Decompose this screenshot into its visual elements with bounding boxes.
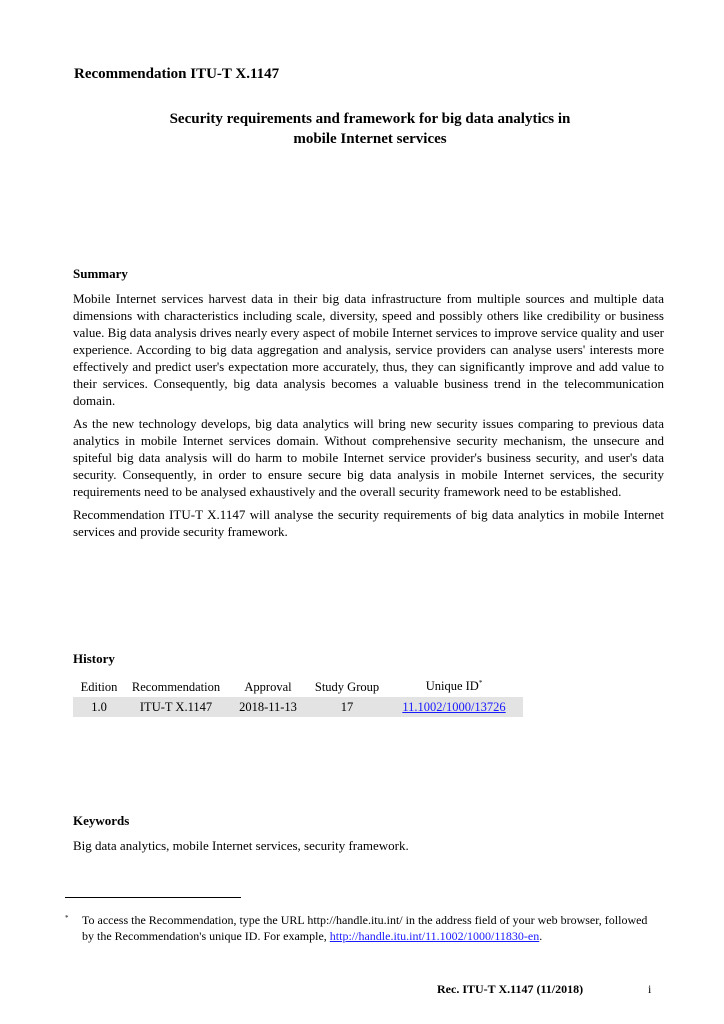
recommendation-heading: Recommendation ITU-T X.1147 bbox=[74, 66, 280, 82]
summary-paragraph: As the new technology develops, big data analytics will bring new security issues comparing to previous data analytics in mobile Internet services domain. Without comprehensive security mechanism, the unsecure and spiteful big data analysis will do harm to mobile Internet service provider's business security, and user's data security. Consequently, in order to ensure secure big data analysis in mobile Internet services, the security requirements need to be analysed exhaustively and the overall security framework need to be established. bbox=[73, 416, 664, 499]
summary-paragraph: Recommendation ITU-T X.1147 will analyse the security requirements of big data analytics in mobile Internet services and provide security framework. bbox=[73, 507, 664, 539]
document-title bbox=[0, 109, 724, 149]
col-header-approval: Approval bbox=[244, 679, 292, 694]
footnote-ref: * bbox=[478, 679, 483, 688]
summary-heading: Summary bbox=[73, 266, 128, 281]
footnote-divider bbox=[65, 897, 241, 898]
footnote-link[interactable]: http://handle.itu.int/11.1002/1000/11830-en bbox=[329, 929, 540, 943]
col-header-study-group: Study Group bbox=[314, 679, 380, 694]
summary-body bbox=[73, 290, 664, 546]
page-number: i bbox=[648, 982, 652, 996]
summary-paragraph: Mobile Internet services harvest data in their big data infrastructure from multiple sources and multiple data dimensions with characteristics including scale, diversity, speed and possibly others like credibility or business value. Big data analysis drives nearly every aspect of mobile Internet services to improve service quality and user experience. According to big data aggregation and analysis, service providers can analyse users' interests more effectively and predict user's expectation more accurately, thus, they can significantly improve and add value to their services. Consequently, big data analysis becomes a valuable business trend in the telecommunication domain. bbox=[73, 291, 664, 408]
unique-id-label: Unique ID bbox=[425, 679, 479, 694]
history-table bbox=[73, 677, 523, 717]
keywords-heading: Keywords bbox=[73, 813, 130, 828]
title-line-1: Security requirements and framework for big data analytics in bbox=[169, 111, 571, 127]
footnote-end: . bbox=[539, 929, 543, 943]
keywords-text: Big data analytics, mobile Internet services, security framework. bbox=[73, 838, 409, 853]
col-header-edition: Edition bbox=[80, 679, 118, 694]
footnote-body bbox=[82, 912, 660, 944]
unique-id-link[interactable]: 11.1002/1000/13726 bbox=[402, 699, 506, 714]
footnote-mark: * bbox=[65, 914, 69, 922]
footnote-text: To access the Recommendation, type the URL http://handle.itu.int/ in the address field of your web browser, followed by the Recommendation's unique ID. For example, bbox=[82, 913, 648, 943]
cell-study-group: 17 bbox=[309, 697, 385, 717]
col-header-recommendation: Recommendation bbox=[131, 679, 221, 694]
table-row bbox=[73, 697, 523, 717]
footer-label: Rec. ITU-T X.1147 (11/2018) bbox=[437, 982, 584, 996]
footnote bbox=[65, 912, 660, 944]
cell-approval: 2018-11-13 bbox=[227, 697, 309, 717]
cell-edition: 1.0 bbox=[73, 697, 125, 717]
title-line-2: mobile Internet services bbox=[293, 131, 447, 147]
history-heading: History bbox=[73, 651, 115, 666]
col-header-unique-id bbox=[385, 677, 523, 697]
cell-recommendation: ITU-T X.1147 bbox=[125, 697, 227, 717]
history-header-row bbox=[73, 677, 523, 697]
cell-unique-id bbox=[385, 697, 523, 717]
